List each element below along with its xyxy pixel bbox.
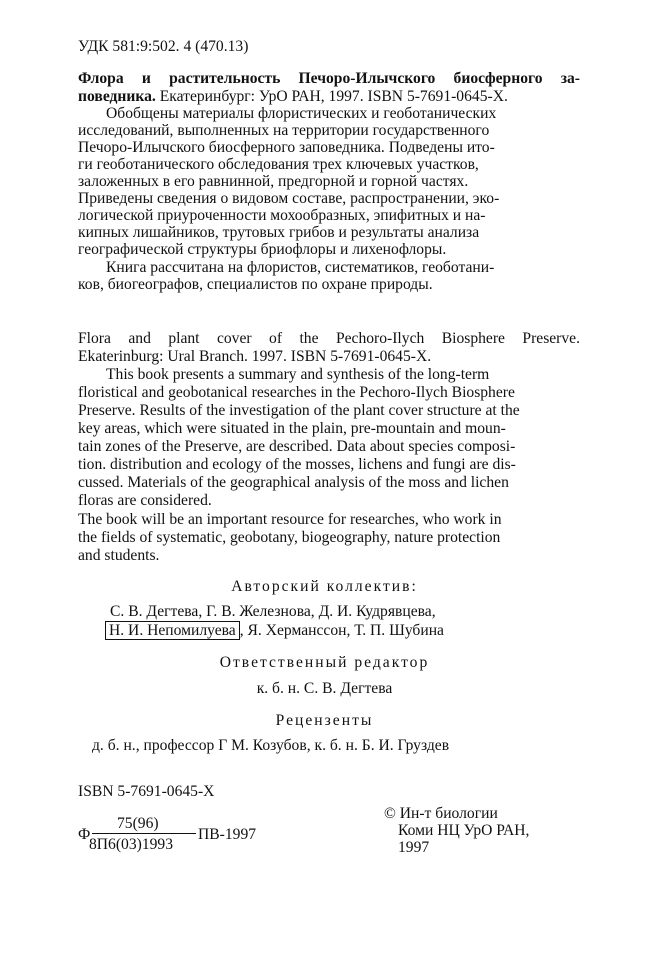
en-paragraph-line: tion. distribution and ecology of the mosses, lichens and fungi are dis- xyxy=(78,456,516,473)
code-suffix: ПВ-1997 xyxy=(198,826,257,843)
ru-paragraph-line: Книга рассчитана на флористов, систематиков, геоботани- xyxy=(106,259,495,276)
ru-paragraph-line: Обобщены материалы флористических и геоботанических xyxy=(106,105,497,122)
ru-bibliographic-info: Екатеринбург: УрО РАН, 1997. ISBN 5-7691-0645-X. xyxy=(155,88,508,105)
copyright-line-3: 1997 xyxy=(398,839,430,856)
ru-paragraph-line: ков, биогеографов, специалистов по охране природы. xyxy=(78,276,433,293)
isbn: ISBN 5-7691-0645-X xyxy=(78,783,215,800)
authors-line-2 xyxy=(105,622,444,639)
authors-line-1: С. В. Дегтева, Г. В. Железнова, Д. И. Кудрявцева, xyxy=(110,603,436,620)
ru-paragraph-line: географической структуры бриофлоры и лихенофлоры. xyxy=(78,241,447,258)
ru-title-line-2 xyxy=(78,88,508,105)
en-title-line-2: Ekaterinburg: Ural Branch. 1997. ISBN 5-7691-0645-X. xyxy=(78,348,432,365)
ru-paragraph-line: заложенных в его равнинной, предгорной и горной частях. xyxy=(78,173,469,190)
boxed-author-name: Н. И. Непомилуева xyxy=(105,621,240,640)
copyright-line-2: Коми НЦ УрО РАН, xyxy=(398,822,530,839)
en-paragraph-line: This book presents a summary and synthesis of the long-term xyxy=(106,366,490,383)
editor-name: к. б. н. С. В. Дегтева xyxy=(256,680,393,697)
ru-paragraph-line: Приведены сведения о видовом составе, распространении, эко- xyxy=(78,190,500,207)
ru-paragraph-line: кипных лишайников, трутовых грибов и результаты анализа xyxy=(78,224,480,241)
code-prefix: Ф xyxy=(78,826,91,843)
en-paragraph-line: key areas, which were situated in the plain, pre-mountain and moun- xyxy=(78,420,506,437)
editor-heading: Ответственный редактор xyxy=(219,654,430,671)
copyright-line-1: © Ин-т биологии xyxy=(384,805,498,822)
en-paragraph-line: The book will be an important resource for researches, who work in xyxy=(78,511,502,528)
fraction-line xyxy=(92,833,196,834)
en-paragraph-line: and students. xyxy=(78,547,160,564)
reviewers-heading: Рецензенты xyxy=(275,712,374,729)
ru-paragraph-line: Печоро-Илычского биосферного заповедника. Подведены ито- xyxy=(78,139,495,156)
ru-paragraph-line: ги геоботанического обследования трех ключевых участков, xyxy=(78,156,479,173)
ru-paragraph-line: исследований, выполненных на территории государственного xyxy=(78,122,490,139)
en-title-line-1: Flora and plant cover of the Pechoro-Ilych Biosphere Preserve. xyxy=(78,330,580,347)
authors-heading: Авторский коллектив: xyxy=(231,578,418,595)
en-paragraph-line: the fields of systematic, geobotany, biogeography, nature protection xyxy=(78,529,501,546)
en-paragraph-line: floristical and geobotanical researches in the Pechoro-Ilych Biosphere xyxy=(78,384,515,401)
udk-code: УДК 581:9:502. 4 (470.13) xyxy=(78,38,249,55)
reviewers-names: д. б. н., профессор Г М. Козубов, к. б. н. Б. И. Груздев xyxy=(92,737,450,754)
ru-title-line-1: Флора и растительность Печоро-Илычского биосферного за- xyxy=(78,70,580,87)
en-paragraph-line: tain zones of the Preserve, are described. Data about species composi- xyxy=(78,438,516,455)
en-paragraph-line: Preserve. Results of the investigation of the plant cover structure at the xyxy=(78,402,520,419)
ru-paragraph-line: логической приуроченности мохообразных, эпифитных и на- xyxy=(78,207,486,224)
en-paragraph-line: floras are considered. xyxy=(78,492,212,509)
ru-title-bold: поведника. xyxy=(78,88,156,105)
code-numerator: 75(96) xyxy=(117,815,159,832)
en-paragraph-line: cussed. Materials of the geographical analysis of the moss and lichen xyxy=(78,474,509,491)
authors-line-2-rest: , Я. Херманссон, Т. П. Шубина xyxy=(239,622,444,639)
code-denominator: 8П6(03)1993 xyxy=(89,836,174,853)
